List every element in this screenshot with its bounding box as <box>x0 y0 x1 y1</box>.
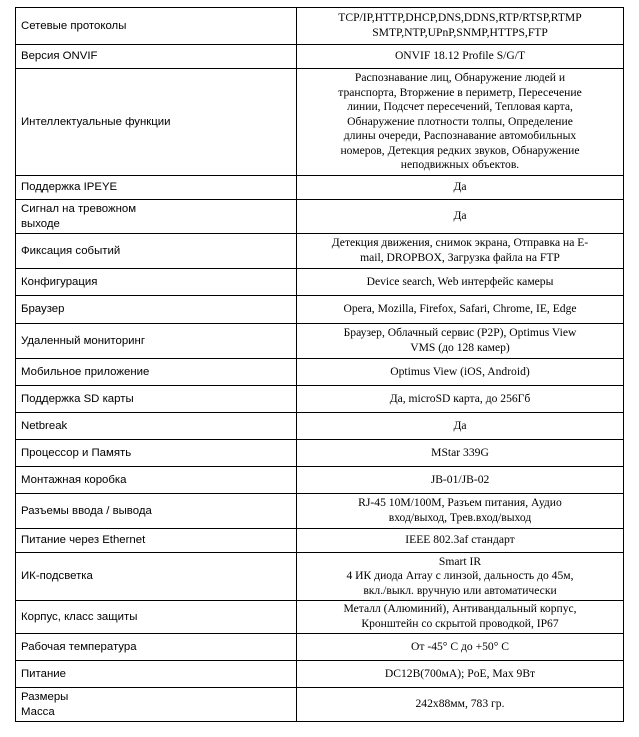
table-row <box>16 269 624 296</box>
table-row <box>16 413 624 440</box>
spec-value: Device search, Web интерфейс камеры <box>297 269 624 296</box>
spec-label: Питание <box>16 661 297 688</box>
table-row <box>16 8 624 45</box>
spec-value: Да <box>297 413 624 440</box>
spec-value: RJ-45 10M/100M, Разъем питания, Аудио вход/выход, Трев.вход/выход <box>297 494 624 529</box>
spec-label: Интеллектуальные функции <box>16 69 297 176</box>
spec-value: DC12B(700мА); PoE, Max 9Вт <box>297 661 624 688</box>
spec-value: ONVIF 18.12 Profile S/G/T <box>297 45 624 69</box>
spec-value: Smart IR 4 ИК диода Array с линзой, дальность до 45м, вкл./выкл. вручную или автоматически <box>297 553 624 601</box>
spec-label: Размеры Масса <box>16 688 297 722</box>
spec-label: Мобильное приложение <box>16 359 297 386</box>
spec-value: Да <box>297 200 624 234</box>
table-row <box>16 176 624 200</box>
table-row <box>16 634 624 661</box>
spec-label: Удаленный мониторинг <box>16 324 297 359</box>
spec-label: Браузер <box>16 296 297 324</box>
spec-label: Монтажная коробка <box>16 467 297 494</box>
table-row <box>16 359 624 386</box>
spec-label: Питание через Ethernet <box>16 529 297 553</box>
spec-label: ИК-подсветка <box>16 553 297 601</box>
table-row <box>16 688 624 722</box>
spec-value: Opera, Mozilla, Firefox, Safari, Chrome, IE, Edge <box>297 296 624 324</box>
spec-value: 242х88мм, 783 гр. <box>297 688 624 722</box>
spec-value: Металл (Алюминий), Антивандальный корпус, Кронштейн со скрытой проводкой, IP67 <box>297 601 624 634</box>
specifications-table <box>15 7 624 722</box>
spec-value: TCP/IP,HTTP,DHCP,DNS,DDNS,RTP/RTSP,RTMP SMTP,NTP,UPnP,SNMP,HTTPS,FTP <box>297 8 624 45</box>
table-row <box>16 494 624 529</box>
table-row <box>16 440 624 467</box>
spec-value: Да <box>297 176 624 200</box>
table-row <box>16 234 624 269</box>
table-row <box>16 386 624 413</box>
spec-label: Корпус, класс защиты <box>16 601 297 634</box>
table-row <box>16 661 624 688</box>
spec-value: Optimus View (iOS, Android) <box>297 359 624 386</box>
spec-value: Распознавание лиц, Обнаружение людей и транспорта, Вторжение в периметр, Пересечение линии, Подсчет пересечений, Тепловая карта, Обнаружение плотности толпы, Определение длины очереди, Распознавание автомобильных номеров, Детекция редких звуков, Обнаружение неподвижных объектов. <box>297 69 624 176</box>
table-row <box>16 69 624 176</box>
spec-value: Браузер, Облачный сервис (P2P), Optimus View VMS (до 128 камер) <box>297 324 624 359</box>
spec-value: Детекция движения, снимок экрана, Отправка на E- mail, DROPBOX, Загрузка файла на FTP <box>297 234 624 269</box>
spec-label: Версия ONVIF <box>16 45 297 69</box>
spec-label: Сетевые протоколы <box>16 8 297 45</box>
spec-value: От -45° C до +50° C <box>297 634 624 661</box>
table-row <box>16 601 624 634</box>
spec-label: Сигнал на тревожном выходе <box>16 200 297 234</box>
spec-label: Разъемы ввода / вывода <box>16 494 297 529</box>
table-row <box>16 296 624 324</box>
table-row <box>16 45 624 69</box>
table-row <box>16 553 624 601</box>
spec-value: JB-01/JB-02 <box>297 467 624 494</box>
table-row <box>16 467 624 494</box>
spec-label: Поддержка SD карты <box>16 386 297 413</box>
spec-value: MStar 339G <box>297 440 624 467</box>
spec-value: IEEE 802.3af стандарт <box>297 529 624 553</box>
spec-label: Поддержка IPEYE <box>16 176 297 200</box>
spec-label: Фиксация событий <box>16 234 297 269</box>
spec-value: Да, microSD карта, до 256Гб <box>297 386 624 413</box>
table-row <box>16 324 624 359</box>
table-row <box>16 529 624 553</box>
table-row <box>16 200 624 234</box>
spec-label: Процессор и Память <box>16 440 297 467</box>
spec-label: Netbreak <box>16 413 297 440</box>
spec-label: Конфигурация <box>16 269 297 296</box>
spec-label: Рабочая температура <box>16 634 297 661</box>
